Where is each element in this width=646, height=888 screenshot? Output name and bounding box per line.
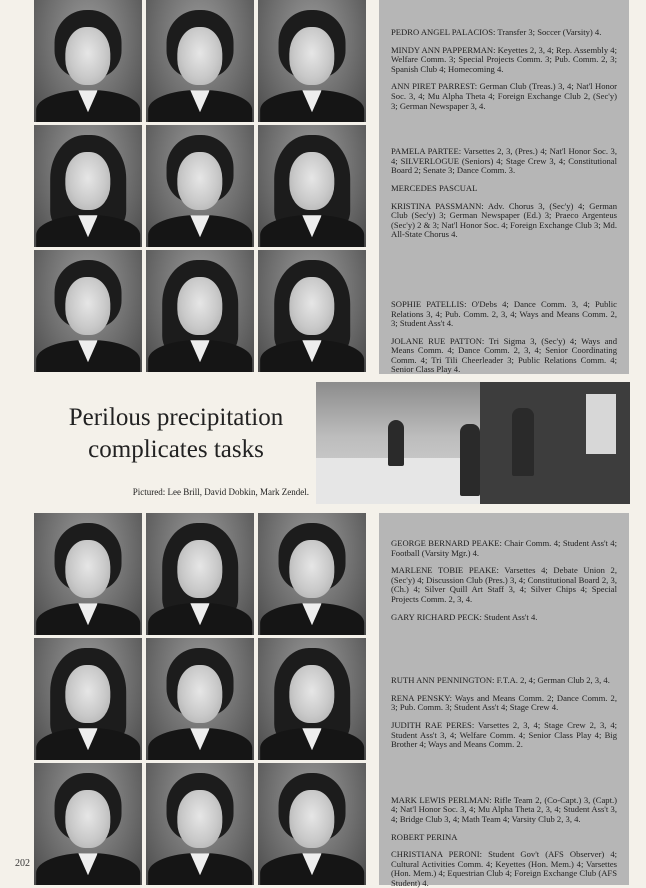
pictured-caption: Pictured: Lee Brill, David Dobkin, Mark Zendel. (132, 487, 309, 497)
top-portrait-8 (146, 250, 254, 372)
portrait-head (289, 790, 334, 849)
portrait-head (177, 665, 222, 724)
caption-line-1: Perilous precipitation (68, 404, 284, 431)
portrait-head (177, 790, 222, 849)
top-portrait-7 (34, 250, 142, 372)
portrait-head (177, 277, 222, 336)
walking-student-1 (388, 420, 404, 466)
building-window (586, 394, 616, 454)
bottom-portrait-9 (258, 763, 366, 885)
bio-entry: PAMELA PARTEE: Varsettes 2, 3, (Pres.) 4; Nat'l Honor Soc. 3, 4; SILVERLOGUE (Seniors) 4; Stage Crew 3, 4; Constitutional Board 2; Senate 3; Dance Comm. 3. (391, 146, 617, 176)
bio-entry: MINDY ANN PAPPERMAN: Keyettes 2, 3, 4; Rep. Assembly 4; Welfare Comm. 3; Special Projects Comm. 3; Pub. Comm. 2, 3; Spanish Club 4; Homecoming 4. (391, 44, 617, 74)
portrait-head (289, 152, 334, 211)
portrait-head (65, 540, 110, 599)
bio-entry: RENA PENSKY: Ways and Means Comm. 2; Dance Comm. 2, 3; Pub. Comm. 3; Student Ass't 4; Stage Crew 4. (391, 692, 617, 713)
bio-entry: CHRISTIANA PERONI: Student Gov't (AFS Observer) 4; Cultural Activities Comm. 4; Keyettes (Hon. Mem.) 4; Varsettes (Hon. Mem.) 4; Equestrian Club 4; Foreign Exchange Club (AFS Student) 4. (391, 849, 617, 888)
portrait-head (289, 27, 334, 86)
bio-entry: RUTH ANN PENNINGTON: F.T.A. 2, 4; German Club 2, 3, 4. (391, 675, 610, 686)
top-portrait-2 (146, 0, 254, 122)
bottom-photo-grid (34, 513, 366, 885)
top-portrait-5 (146, 125, 254, 247)
portrait-head (65, 27, 110, 86)
portrait-head (177, 540, 222, 599)
portrait-head (65, 665, 110, 724)
bio-entry: PEDRO ANGEL PALACIOS: Transfer 3; Soccer (Varsity) 4. (391, 27, 602, 37)
bottom-portrait-6 (258, 638, 366, 760)
bottom-portrait-8 (146, 763, 254, 885)
bio-entry: KRISTINA PASSMANN: Adv. Chorus 3, (Sec'y) 4; German Club (Sec'y) 3; German Newspaper (Ed.) 3; Praeco Argenteus (Sec'y) 2 & 3; Nat'l Honor Soc. 4; Foreign Exchange Club 3; Md. All-State Chorus 4. (391, 200, 617, 240)
top-portrait-4 (34, 125, 142, 247)
bio-entry: MARLENE TOBIE PEAKE: Varsettes 4; Debate Union 2, (Sec'y) 4; Discussion Club (Pres.) 3, 4; Constitutional Board 2, 3, (Ch.) 4; Silver Quill Art Staff 3, 4; Silver Chips 4; Special Projects Comm. 2, 3, 4. (391, 565, 617, 604)
portrait-head (177, 152, 222, 211)
bio-entry: ANN PIRET PARREST: German Club (Treas.) 3, 4; Nat'l Honor Soc. 3, 4; Mu Alpha Theta 4; Foreign Exchange Club 2, (Sec'y) 3; German Newspaper 3, 4. (391, 81, 617, 111)
portrait-head (65, 277, 110, 336)
walking-student-3 (512, 408, 534, 476)
portrait-head (65, 152, 110, 211)
bottom-portrait-2 (146, 513, 254, 635)
bio-entry: MERCEDES PASCUAL (391, 182, 478, 193)
top-portrait-6 (258, 125, 366, 247)
portrait-head (289, 540, 334, 599)
bio-entry: ROBERT PERINA (391, 831, 458, 842)
bio-entry: MARK LEWIS PERLMAN: Rifle Team 2, (Co-Capt.) 3, (Capt.) 4; Nat'l Honor Soc. 3, 4; Mu Alpha Theta 2, 3, 4; Student Ass't 3, 4; Bridge Club 3, 4; Math Team 4; Varsity Club 2, 3, 4. (391, 794, 617, 824)
bottom-portrait-4 (34, 638, 142, 760)
top-photo-grid (34, 0, 366, 372)
bio-entry: GARY RICHARD PECK: Student Ass't 4. (391, 611, 538, 622)
caption-line-2: complicates tasks (88, 436, 264, 463)
portrait-head (177, 27, 222, 86)
portrait-head (289, 277, 334, 336)
page-number: 202 (15, 858, 30, 869)
walking-student-2 (460, 424, 480, 496)
portrait-head (65, 790, 110, 849)
bottom-portrait-5 (146, 638, 254, 760)
bottom-portrait-7 (34, 763, 142, 885)
section-caption-title (40, 402, 312, 466)
bio-entry: SOPHIE PATELLIS: O'Debs 4; Dance Comm. 3, 4; Public Relations 3, 4; Pub. Comm. 2, 3, 4; Ways and Means Comm. 2, 3; Student Ass't 4. (391, 298, 617, 329)
bottom-portrait-3 (258, 513, 366, 635)
top-portrait-9 (258, 250, 366, 372)
snow-scene-photo (316, 382, 630, 504)
top-portrait-1 (34, 0, 142, 122)
bio-entry: JUDITH RAE PERES: Varsettes 2, 3, 4; Stage Crew 2, 3, 4; Student Ass't 3, 4; Welfare Comm. 4; Senior Class Play 4; Big Brother 4; Ways and Means Comm. 2. (391, 719, 617, 750)
bio-entry: JOLANE RUE PATTON: Tri Sigma 3, (Sec'y) 4; Ways and Means Comm. 4; Dance Comm. 2, 3, 4; Senior Coordinating Comm. 4; Tri Tili Cheerleader 3; Public Relations Comm. 4; Senior Class Play 4. (391, 335, 617, 375)
bio-entry: GEORGE BERNARD PEAKE: Chair Comm. 4; Student Ass't 4; Football (Varsity Mgr.) 4. (391, 538, 617, 558)
top-portrait-3 (258, 0, 366, 122)
portrait-head (289, 665, 334, 724)
top-bio-box (379, 0, 629, 374)
bottom-portrait-1 (34, 513, 142, 635)
bottom-bio-box (379, 513, 629, 888)
